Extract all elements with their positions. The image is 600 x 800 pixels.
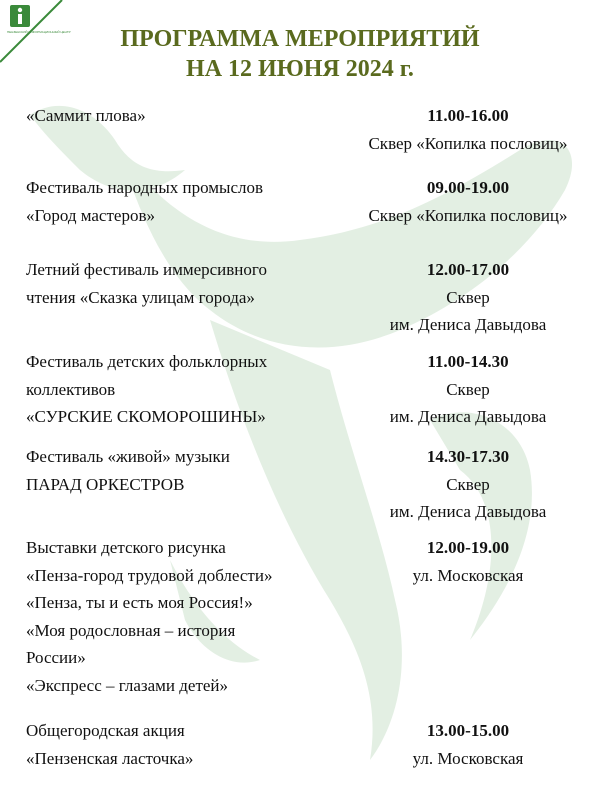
event-time: 11.00-16.00 bbox=[427, 106, 509, 125]
event-name bbox=[26, 174, 356, 229]
event-name-line: ПАРАД ОРКЕСТРОВ bbox=[26, 474, 185, 494]
event-name bbox=[26, 102, 356, 130]
event-name-line: «СУРСКИЕ СКОМОРОШИНЫ» bbox=[26, 407, 266, 426]
event-name-line: Фестиваль «живой» музыки bbox=[26, 447, 230, 466]
event-name bbox=[26, 443, 356, 498]
event-time-place bbox=[350, 174, 586, 229]
event-name-line: коллективов bbox=[26, 379, 116, 399]
event-time: 13.00-15.00 bbox=[426, 721, 510, 740]
event-place-line: ул. Московская bbox=[412, 748, 524, 768]
event-place-line: Сквер bbox=[446, 287, 490, 307]
event-name bbox=[26, 534, 356, 699]
event-name bbox=[26, 256, 356, 311]
event-time-place bbox=[350, 256, 586, 339]
event-name-line: «Город мастеров» bbox=[26, 205, 155, 225]
event-time-place bbox=[350, 102, 586, 157]
event-time: 12.00-19.00 bbox=[426, 538, 510, 557]
event-name-line: Общегородская акция bbox=[26, 721, 185, 740]
event-name-line: Выставки детского рисунка bbox=[26, 538, 226, 557]
event-name-line: «Пенза, ты и есть моя Россия!» bbox=[26, 593, 253, 612]
event-name-line: России» bbox=[26, 648, 86, 667]
event-place-line: Сквер bbox=[446, 379, 490, 399]
event-time-place bbox=[350, 443, 586, 526]
program-title-line1: ПРОГРАММА МЕРОПРИЯТИЙ bbox=[120, 26, 480, 52]
event-place-line: им. Дениса Давыдова bbox=[389, 407, 547, 426]
event-place-line: им. Дениса Давыдова bbox=[389, 502, 547, 521]
logo-caption: ПЕНЗЕНСКИЙ ИНФОРМАЦИОННЫЙ ЦЕНТР bbox=[7, 30, 71, 34]
event-name-line: «Моя родословная – история bbox=[26, 620, 236, 640]
event-name-line: Фестиваль детских фольклорных bbox=[26, 352, 268, 371]
event-place-line: Сквер bbox=[446, 474, 490, 494]
event-place-line: Сквер «Копилка пословиц» bbox=[368, 205, 568, 225]
event-name-line: чтения «Сказка улицам города» bbox=[26, 287, 255, 307]
event-time-place bbox=[350, 348, 586, 431]
event-name-line: «Пензенская ласточка» bbox=[26, 748, 194, 768]
event-time: 12.00-17.00 bbox=[426, 260, 510, 279]
program-title-line2: НА 12 ИЮНЯ 2024 г. bbox=[186, 56, 414, 82]
event-name-line: Летний фестиваль иммерсивного bbox=[26, 260, 267, 279]
event-time: 09.00-19.00 bbox=[426, 178, 510, 197]
event-time-place bbox=[350, 717, 586, 772]
event-place-line: ул. Московская bbox=[412, 565, 524, 585]
event-name-line: Фестиваль народных промыслов bbox=[26, 178, 264, 197]
event-place-line: Сквер «Копилка пословиц» bbox=[368, 133, 568, 153]
event-name-line: «Экспресс – глазами детей» bbox=[26, 675, 229, 695]
event-time: 11.00-14.30 bbox=[427, 352, 509, 371]
event-time-place bbox=[350, 534, 586, 589]
event-name bbox=[26, 717, 356, 772]
event-name-line: «Саммит плова» bbox=[26, 106, 146, 125]
event-place-line: им. Дениса Давыдова bbox=[389, 315, 547, 334]
event-name bbox=[26, 348, 356, 431]
event-time: 14.30-17.30 bbox=[426, 447, 510, 466]
event-name-line: «Пенза-город трудовой доблести» bbox=[26, 565, 273, 585]
